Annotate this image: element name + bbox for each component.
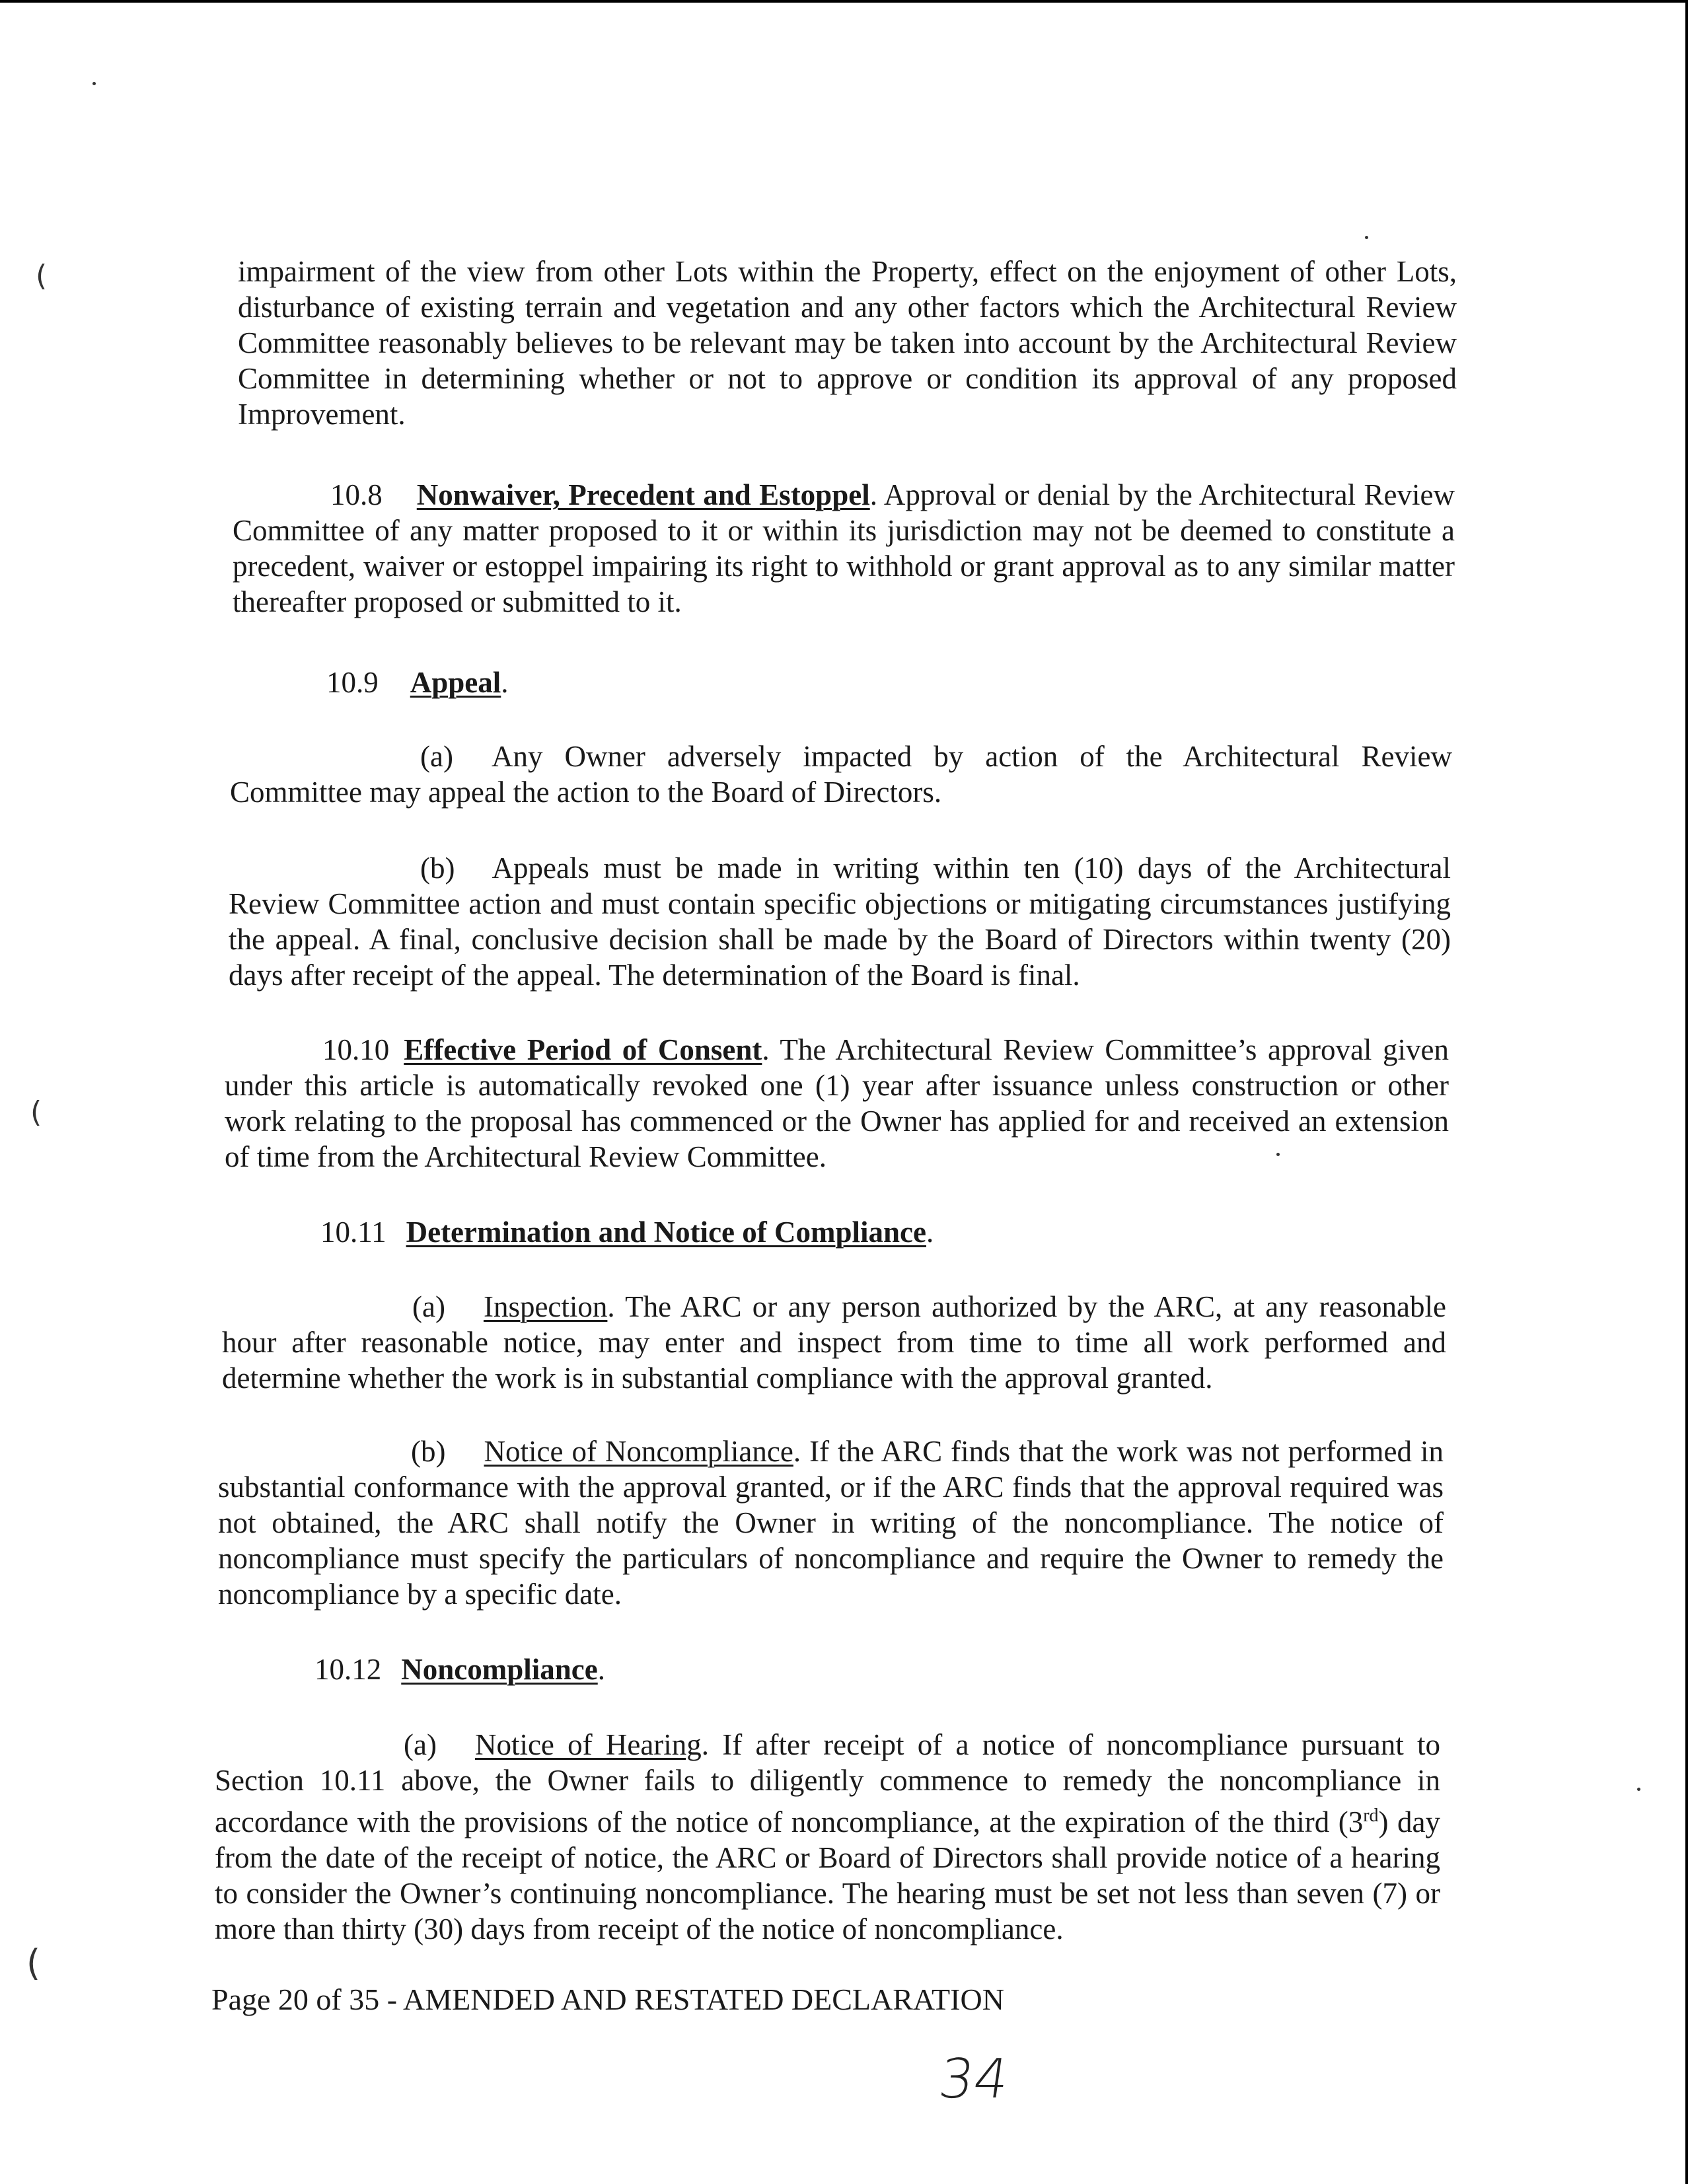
section-title: Effective Period of Consent: [404, 1033, 762, 1066]
section-10-11-heading: [225, 1214, 1447, 1250]
margin-mark: (: [26, 1942, 41, 1984]
section-10-11-b: [218, 1434, 1444, 1612]
margin-mark: (: [36, 259, 48, 293]
clause-title: Notice of Hearing: [474, 1728, 702, 1761]
clause-label: (a): [404, 1728, 437, 1761]
scan-edge-right: [1685, 0, 1688, 2184]
section-text: . Approval or denial by the Architectural Review Committee of any matter proposed to it or within its jurisdiction may not be deemed to constitute a precedent, waiver or estoppel impairing its right to withhold or grant approval as to any similar matter thereafter proposed or submitted to it.: [233, 478, 1455, 618]
page-footer: Page 20 of 35 - AMENDED AND RESTATED DECLARATION: [211, 1983, 1004, 2016]
clause-text: Appeals must be made in writing within ten (10) days of the Architectural Review Committee action and must contain specific objections or mitigating circumstances justifying the appeal. A final, conclusive decision shall be made by the Board of Directors within twenty (20) days after receipt of the appeal. The determination of the Board is final.: [229, 852, 1451, 992]
section-number: 10.8: [330, 478, 383, 511]
clause-text: ) day from the date of the receipt of notice, the ARC or Board of Directors shall provide notice of a hearing to consider the Owner’s continuing noncompliance. The hearing must be set not less than seven (7) or more than thirty (30) days from receipt of the notice of noncompliance.: [215, 1805, 1440, 1946]
clause-label: (a): [420, 740, 453, 773]
clause-title: Inspection: [483, 1290, 608, 1323]
section-text: . The Architectural Review Committee’s approval given under this article is automatically revoked one (1) year after issuance unless construction or other work relating to the proposal has commenced or the Owner has applied for and received an extension of time from the Architectural Review Committee.: [225, 1033, 1449, 1173]
clause-label: (b): [420, 852, 455, 885]
section-tail: .: [597, 1653, 605, 1686]
handwritten-page-number: 34: [935, 2048, 1013, 2111]
clause-label: (a): [412, 1290, 445, 1323]
clause-text: . If the ARC finds that the work was not performed in substantial conformance with the approval granted, or if the ARC finds that the approval required was not obtained, the ARC shall notify the Owner in writing of the noncompliance. The notice of noncompliance must specify the particulars of noncompliance and require the Owner to remedy the noncompliance by a specific date.: [218, 1435, 1444, 1611]
margin-mark: (: [30, 1095, 42, 1129]
section-title: Nonwaiver, Precedent and Estoppel: [416, 478, 870, 511]
section-10-9-b: [229, 850, 1451, 993]
scan-dot: [1637, 1788, 1640, 1791]
section-10-12-a: [215, 1727, 1440, 1947]
section-10-10: [225, 1032, 1449, 1175]
section-10-9-a: [230, 739, 1452, 810]
intro-paragraph: impairment of the view from other Lots within the Property, effect on the enjoyment of other Lots, disturbance of existing terrain and vegetation and any other factors which the Architectural Review Committee reasonably believes to be relevant may be taken into account by the Architectural Review Committee in determining whether or not to approve or condition its approval of any proposed Improvement.: [238, 255, 1457, 431]
section-tail: .: [501, 666, 509, 699]
section-number: 10.9: [326, 666, 379, 699]
section-number: 10.12: [314, 1653, 382, 1686]
clause-text: Any Owner adversely impacted by action of the Architectural Review Committee may appeal the action to the Board of Directors.: [230, 740, 1452, 809]
section-10-11-a: [222, 1289, 1446, 1396]
scan-dot: [1365, 236, 1368, 239]
clause-title: Notice of Noncompliance: [484, 1435, 793, 1468]
section-number: 10.11: [320, 1216, 386, 1249]
ordinal-suffix: rd: [1363, 1805, 1379, 1826]
section-tail: .: [926, 1216, 934, 1249]
section-title: Determination and Notice of Compliance: [406, 1216, 926, 1249]
section-number: 10.10: [322, 1033, 390, 1066]
clause-text: . The ARC or any person authorized by the ARC, at any reasonable hour after reasonable notice, may enter and inspect from time to time all work performed and determine whether the work is in substantial compliance with the approval granted.: [222, 1290, 1446, 1395]
clause-label: (b): [411, 1435, 446, 1468]
section-10-12-heading: [218, 1652, 1440, 1687]
scan-dot: [92, 82, 96, 85]
clause-text: . If after receipt of a notice of noncompliance pursuant to Section 10.11 above, the Owner fails to diligently commence to remedy the noncompliance in accordance with the provisions of the notice of noncompliance, at the expiration of the third (3: [215, 1728, 1440, 1838]
section-title: Noncompliance: [401, 1653, 598, 1686]
section-title: Appeal: [410, 666, 501, 699]
section-10-8: [233, 477, 1455, 620]
section-10-9-heading: [233, 665, 1455, 700]
scan-edge-top: [0, 0, 1688, 3]
